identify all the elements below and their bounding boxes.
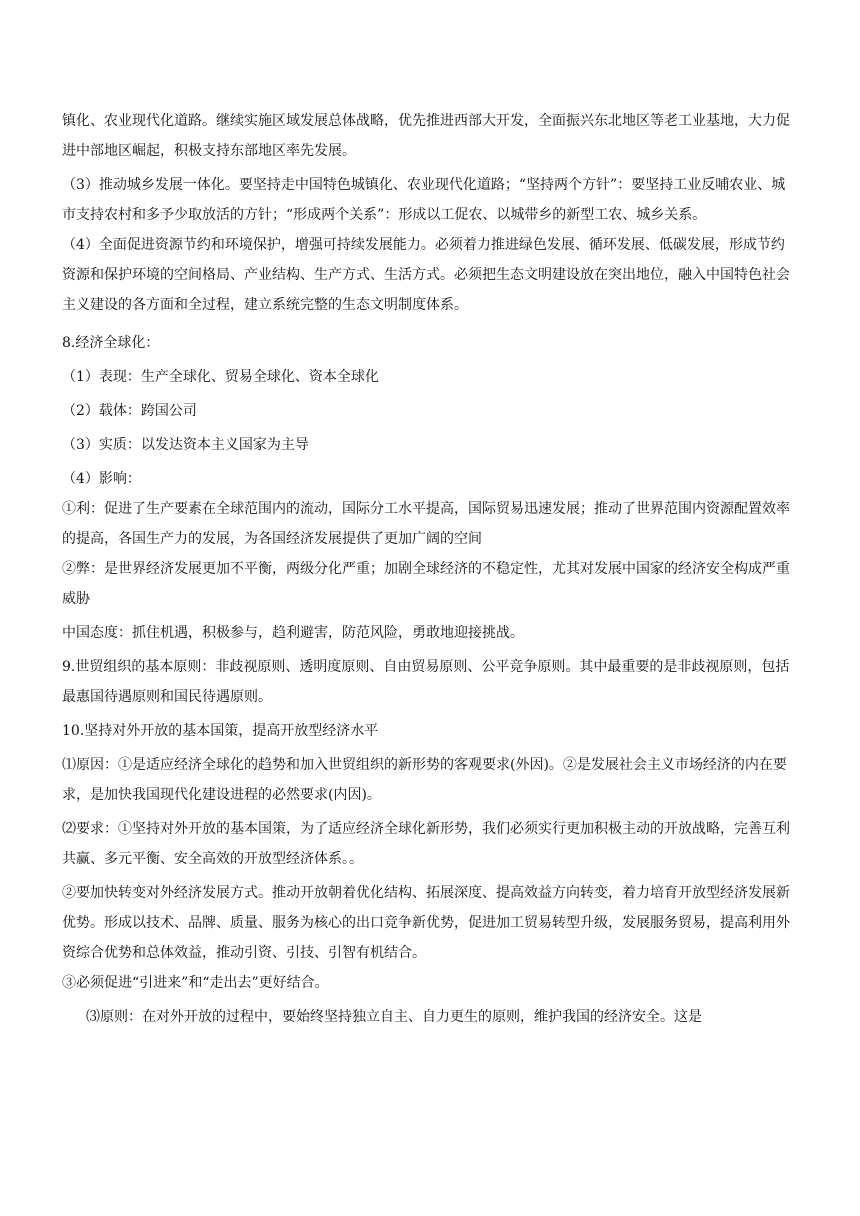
paragraph-regional-development: 镇化、农业现代化道路。继续实施区域发展总体战略，优先推进西部大开发，全面振兴东北地区等老工业基地，大力促进中部地区崛起，积极支持东部地区率先发展。	[62, 113, 790, 159]
paragraph-globalization-carrier: （2）载体：跨国公司	[62, 403, 197, 419]
paragraph-urban-rural-integration: （3）推动城乡发展一体化。要坚持走中国特色城镇化、农业现代化道路；“坚持两个方针”：要坚持工业反哺农业、城市支持农村和多予少取放活的方针；“形成两个关系”：形成以工促农、以城带乡的新型工农、城乡关系。	[62, 177, 786, 223]
heading-opening-up: 10.坚持对外开放的基本国策，提高开放型经济水平	[62, 723, 379, 739]
paragraph-globalization-impact: （4）影响：	[62, 471, 141, 487]
paragraph-disadvantages: ②弊：是世界经济发展更加不平衡，两级分化严重；加剧全球经济的不稳定性，尤其对发展中国家的经济安全构成严重威胁	[62, 561, 790, 607]
paragraph-bring-in-go-out: ③必须促进“引进来”和“走出去”更好结合。	[62, 975, 329, 991]
paragraph-opening-requirements: ⑵要求：①坚持对外开放的基本国策，为了适应经济全球化新形势，我们必须实行更加积极主动的开放战略，完善互利共赢、多元平衡、安全高效的开放型经济体系。。	[62, 821, 790, 867]
paragraph-globalization-essence: （3）实质：以发达资本主义国家为主导	[62, 437, 309, 453]
paragraph-transform-economy: ②要加快转变对外经济发展方式。推动开放朝着优化结构、拓展深度、提高效益方向转变，着力培育开放型经济发展新优势。形成以技术、品牌、质量、服务为核心的出口竞争新优势，促进加工贸易转型升级，发展服务贸易，提高利用外资综合优势和总体效益，推动引资、引技、引智有机结合。	[62, 885, 790, 961]
paragraph-advantages: ①利：促进了生产要素在全球范围内的流动，国际分工水平提高，国际贸易迅速发展；推动了世界范围内资源配置效率的提高，各国生产力的发展，为各国经济发展提供了更加广阔的空间	[62, 501, 790, 547]
paragraph-globalization-forms: （1）表现：生产全球化、贸易全球化、资本全球化	[62, 369, 379, 385]
paragraph-opening-reasons: ⑴原因：①是适应经济全球化的趋势和加入世贸组织的新形势的客观要求(外因)。②是发展社会主义市场经济的内在要求，是加快我国现代化建设进程的必然要求(内因)。	[62, 757, 787, 803]
paragraph-china-attitude: 中国态度：抓住机遇，积极参与，趋利避害，防范风险，勇敢地迎接挑战。	[62, 625, 524, 641]
paragraph-opening-principle: ⑶原则：在对外开放的过程中，要始终坚持独立自主、自力更生的原则，维护我国的经济安全。这是	[86, 1009, 702, 1025]
paragraph-resource-environment: （4）全面促进资源节约和环境保护，增强可持续发展能力。必须着力推进绿色发展、循环发展、低碳发展，形成节约资源和保护环境的空间格局、产业结构、生产方式、生活方式。必须把生态文明建设放在突出地位，融入中国特色社会主义建设的各方面和全过程，建立系统完整的生态文明制度体系。	[62, 237, 790, 313]
heading-economic-globalization: 8.经济全球化：	[62, 335, 160, 351]
paragraph-wto-principles: 9.世贸组织的基本原则：非歧视原则、透明度原则、自由贸易原则、公平竞争原则。其中最重要的是非歧视原则，包括最惠国待遇原则和国民待遇原则。	[62, 659, 790, 705]
